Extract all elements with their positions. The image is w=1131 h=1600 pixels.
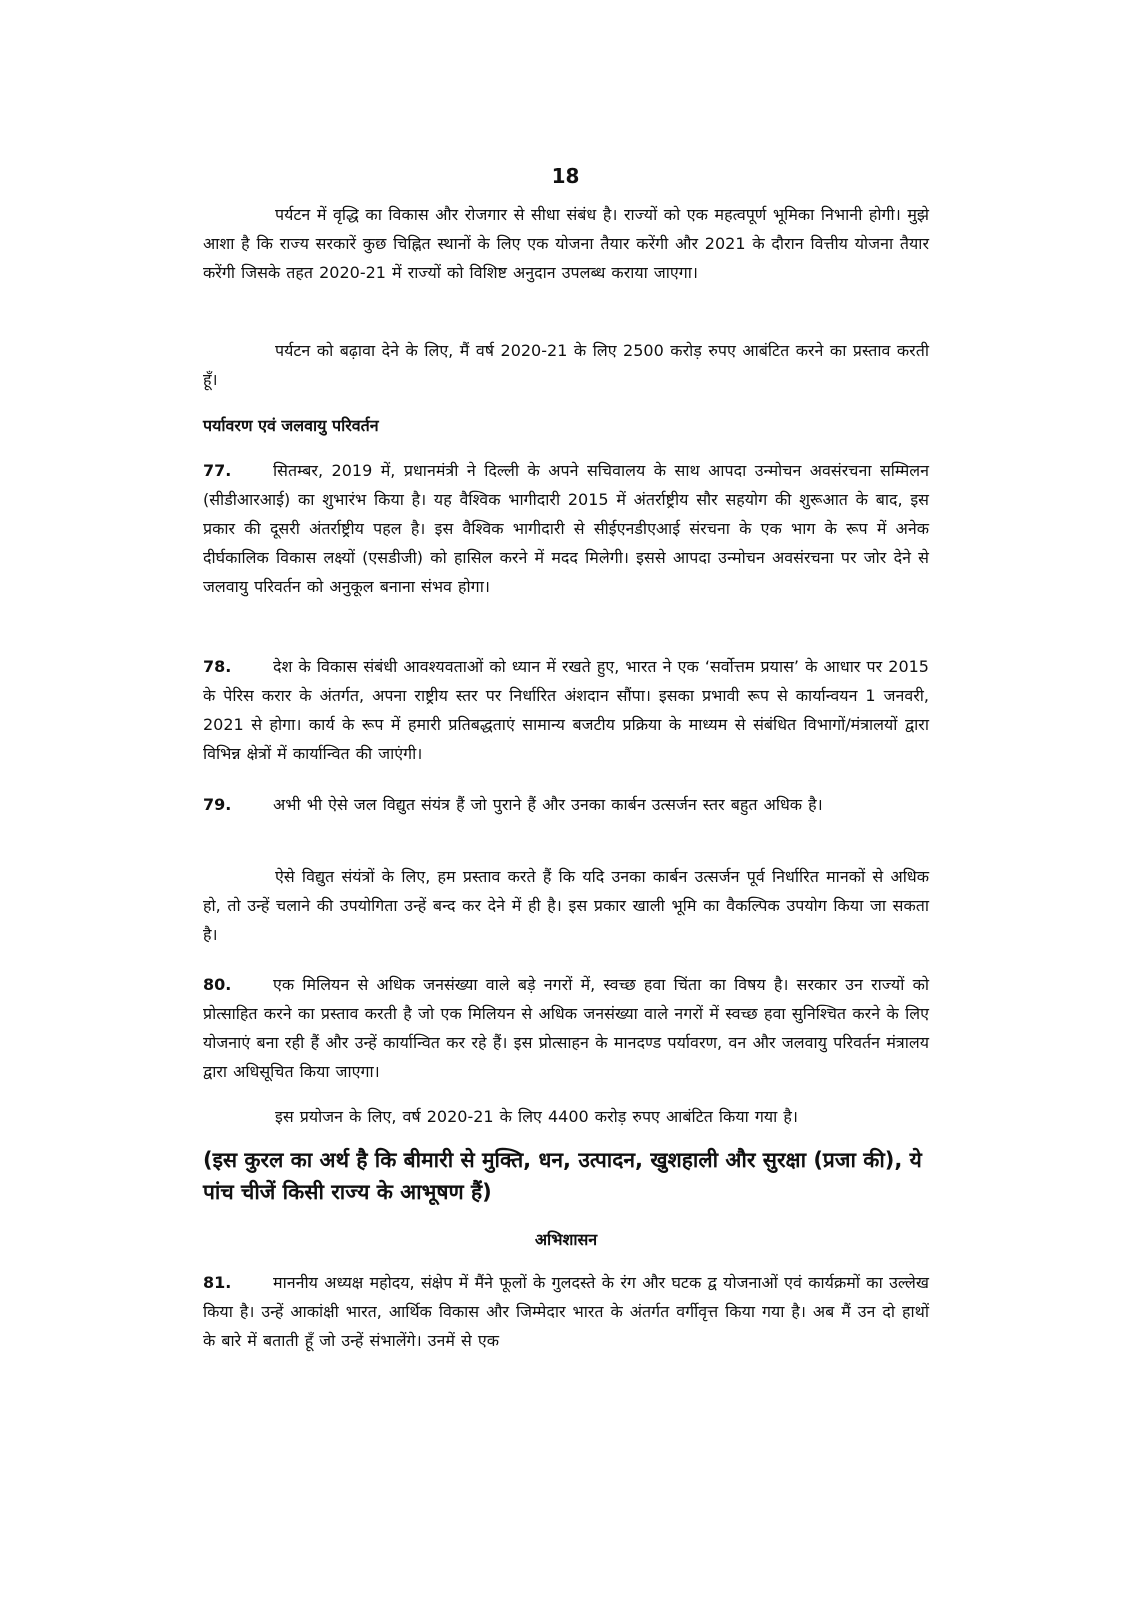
section-heading-environment: पर्यावरण एवं जलवायु परिवर्तन (203, 416, 379, 435)
paragraph-78-text: देश के विकास संबंधी आवश्यवताओं को ध्यान में रखते हुए, भारत ने एक ‘सर्वोत्तम प्रयास’ के आधार पर 2015 के पेरिस करार के अंतर्गत, अपना राष्ट्रीय स्तर पर निर्धारित अंशदान सौंपा। इसका प्रभावी रूप से कार्यान्वयन 1 जनवरी, 2021 से होगा। कार्य के रूप में हमारी प्रतिबद्धताएं सामान्य बजटीय प्रक्रिया के माध्यम से संबंधित विभागों/मंत्रालयों द्वारा विभिन्न क्षेत्रों में कार्यान्वित की जाएंगी। (203, 657, 929, 763)
paragraph-77 (203, 456, 929, 601)
paragraph-tourism-allocation: पर्यटन को बढ़ावा देने के लिए, मैं वर्ष 2020-21 के लिए 2500 करोड़ रुपए आबंटित करने का प्रस्ताव करती हूँ। (203, 341, 929, 389)
paragraph-number-81: 81. (203, 1273, 232, 1292)
paragraph-number-80: 80. (203, 975, 232, 994)
paragraph-80-allocation: इस प्रयोजन के लिए, वर्ष 2020-21 के लिए 4400 करोड़ रुपए आबंटित किया गया है। (275, 1107, 798, 1126)
paragraph-81 (203, 1268, 929, 1355)
paragraph-80 (203, 970, 929, 1086)
paragraph-79-text: अभी भी ऐसे जल विद्युत संयंत्र हैं जो पुराने हैं और उनका कार्बन उत्सर्जन स्तर बहुत अधिक है। (273, 795, 823, 814)
paragraph-79-continued: ऐसे विद्युत संयंत्रों के लिए, हम प्रस्ताव करते हैं कि यदि उनका कार्बन उत्सर्जन पूर्व निर्धारित मानकों से अधिक हो, तो उन्हें चलाने की उपयोगिता उन्हें बन्द कर देने में ही है। इस प्रकार खाली भूमि का वैकल्पिक उपयोग किया जा सकता है। (203, 867, 929, 944)
paragraph-number-79: 79. (203, 795, 232, 814)
section-heading-governance: अभिशासन (534, 1230, 598, 1249)
paragraph-78 (203, 652, 929, 768)
paragraph-number-78: 78. (203, 657, 232, 676)
paragraph-80-text: एक मिलियन से अधिक जनसंख्या वाले बड़े नगरों में, स्वच्छ हवा चिंता का विषय है। सरकार उन राज्यों को प्रोत्साहित करने का प्रस्ताव करती है जो एक मिलियन से अधिक जनसंख्या वाले नगरों में स्वच्छ हवा सुनिश्चित करने के लिए योजनाएं बना रही हैं और उन्हें कार्यान्वित कर रहे हैं। इस प्रोत्साहन के मानदण्ड पर्यावरण, वन और जलवायु परिवर्तन मंत्रालय द्वारा अधिसूचित किया जाएगा। (203, 975, 929, 1081)
kural-quote: (इस कुरल का अर्थ है कि बीमारी से मुक्ति, धन, उत्पादन, खुशहाली और सुरक्षा (प्रजा की), ये पांच चीजें किसी राज्य के आभूषण हैं) (203, 1148, 922, 1204)
paragraph-77-text: सितम्बर, 2019 में, प्रधानमंत्री ने दिल्ली के अपने सचिवालय के साथ आपदा उन्मोचन अवसंरचना सम्मिलन (सीडीआरआई) का शुभारंभ किया है। यह वैश्विक भागीदारी 2015 में अंतर्राष्ट्रीय सौर सहयोग की शुरूआत के बाद, इस प्रकार की दूसरी अंतर्राष्ट्रीय पहल है। इस वैश्विक भागीदारी से सीईएनडीएआई संरचना के एक भाग के रूप में अनेक दीर्घकालिक विकास लक्ष्यों (एसडीजी) को हासिल करने में मदद मिलेगी। इससे आपदा उन्मोचन अवसंरचना पर जोर देने से जलवायु परिवर्तन को अनुकूल बनाना संभव होगा। (203, 461, 929, 596)
paragraph-81-text: माननीय अध्यक्ष महोदय, संक्षेप में मैंने फूलों के गुलदस्ते के रंग और घटक द्व योजनाओं एवं कार्यक्रमों का उल्लेख किया है। उन्हें आकांक्षी भारत, आर्थिक विकास और जिम्मेदार भारत के अंतर्गत वर्गीवृत्त किया गया है। अब मैं उन दो हाथों के बारे में बताती हूँ जो उन्हें संभालेंगे। उनमें से एक (203, 1273, 929, 1350)
paragraph-number-77: 77. (203, 461, 232, 480)
paragraph-tourism-growth: पर्यटन में वृद्धि का विकास और रोजगार से सीधा संबंध है। राज्यों को एक महत्वपूर्ण भूमिका निभानी होगी। मुझे आशा है कि राज्य सरकारें कुछ चिह्नित स्थानों के लिए एक योजना तैयार करेंगी और 2021 के दौरान वित्तीय योजना तैयार करेंगी जिसके तहत 2020-21 में राज्यों को विशिष्ट अनुदान उपलब्ध कराया जाएगा। (203, 205, 929, 282)
page-number: 18 (551, 164, 580, 188)
paragraph-79 (203, 790, 929, 819)
